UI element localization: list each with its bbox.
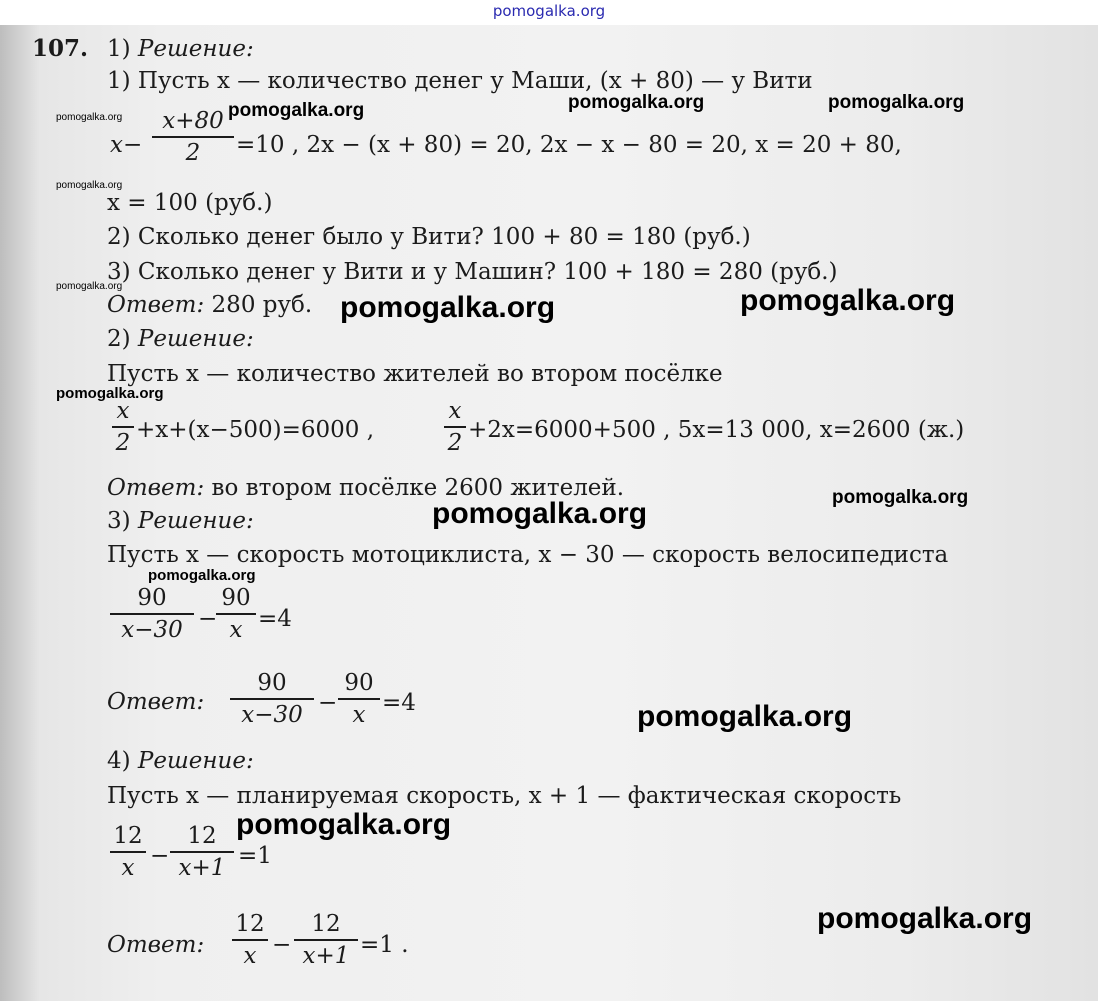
fraction (216, 585, 256, 643)
problem-number: 107. (32, 35, 89, 62)
part1-step3: 3) Сколько денег у Вити и у Машин? 100 + 180 = 280 (руб.) (107, 259, 838, 285)
fraction-denominator: x−30 (241, 702, 303, 728)
part-number: 2) (107, 326, 131, 352)
fraction-denominator: 2 (447, 430, 463, 456)
part3-heading (107, 507, 254, 535)
part3-let: Пусть x — скорость мотоциклиста, x − 30 — скорость велосипедиста (107, 542, 949, 568)
fraction-denominator: x (352, 702, 366, 728)
fraction (110, 585, 194, 643)
watermark: pomogalka.org (828, 92, 965, 113)
equation-line: +2x=6000+500 , 5x=13 000, x=2600 (ж.) (468, 417, 965, 443)
result-line: x = 100 (руб.) (107, 190, 273, 216)
answer-label: Ответ: (107, 689, 205, 715)
fraction-numerator: 12 (311, 911, 341, 937)
watermark: pomogalka.org (228, 100, 365, 121)
watermark: pomogalka.org (740, 284, 956, 317)
part1-heading (107, 35, 254, 63)
fraction-denominator: x+1 (302, 943, 350, 969)
fraction-denominator: 2 (185, 140, 201, 166)
fraction-bar (232, 939, 268, 941)
fraction-numerator: x (116, 398, 130, 424)
minus-sign: − (198, 606, 218, 632)
fraction-numerator: x (448, 398, 462, 424)
fraction-numerator: 12 (235, 911, 265, 937)
fraction (444, 398, 466, 456)
fraction-denominator: x (243, 943, 257, 969)
equation-line: =1 (238, 843, 272, 869)
watermark: pomogalka.org (236, 808, 452, 841)
fraction-bar (230, 698, 314, 700)
fraction-denominator: 2 (115, 430, 131, 456)
fraction-bar (152, 136, 234, 138)
watermark: pomogalka.org (56, 180, 123, 191)
part4-heading (107, 747, 254, 775)
watermark: pomogalka.org (56, 385, 164, 402)
equation-line: =1 . (360, 932, 409, 958)
fraction (170, 823, 234, 881)
fraction-numerator: 12 (187, 823, 217, 849)
eq-prefix: x− (110, 132, 143, 158)
fraction-denominator: x−30 (121, 617, 183, 643)
watermark: pomogalka.org (56, 112, 123, 123)
fraction-bar (110, 851, 146, 853)
part2-let: Пусть x — количество жителей во втором посёлке (107, 361, 723, 387)
fraction-bar (112, 426, 134, 428)
watermark: pomogalka.org (832, 487, 969, 508)
solution-label: Решение: (137, 748, 254, 774)
equation-line: =4 (258, 606, 292, 632)
watermark: pomogalka.org (432, 497, 648, 530)
fraction (152, 108, 234, 166)
part1-step2: 2) Сколько денег было у Вити? 100 + 80 = 180 (руб.) (107, 224, 751, 250)
part2-heading (107, 325, 254, 353)
solution-label: Решение: (137, 36, 254, 62)
fraction (110, 823, 146, 881)
fraction-denominator: x (121, 855, 135, 881)
fraction-bar (338, 698, 380, 700)
textbook-page (0, 25, 1098, 1001)
fraction (230, 670, 314, 728)
fraction-bar (170, 851, 234, 853)
watermark: pomogalka.org (148, 567, 256, 584)
minus-sign: − (150, 843, 170, 869)
fraction-bar (216, 613, 256, 615)
part1-step1: 1) Пусть x — количество денег у Маши, (x + 80) — у Вити (107, 68, 813, 94)
fraction (232, 911, 268, 969)
part-number: 1) (107, 36, 131, 62)
fraction-bar (294, 939, 358, 941)
fraction-bar (444, 426, 466, 428)
watermark: pomogalka.org (568, 92, 705, 113)
part-number: 3) (107, 508, 131, 534)
minus-sign: − (272, 932, 292, 958)
fraction (294, 911, 358, 969)
solution-label: Решение: (137, 326, 254, 352)
solution-label: Решение: (137, 508, 254, 534)
part-number: 4) (107, 748, 131, 774)
equation-line: +x+(x−500)=6000 , (136, 417, 375, 443)
answer-label: Ответ: (107, 292, 205, 318)
site-header-link[interactable]: pomogalka.org (492, 2, 606, 20)
fraction-numerator: 90 (344, 670, 374, 696)
watermark: pomogalka.org (637, 700, 853, 733)
watermark: pomogalka.org (56, 281, 123, 292)
fraction-numerator: 90 (137, 585, 167, 611)
answer-value: 280 руб. (211, 292, 313, 318)
fraction (338, 670, 380, 728)
fraction-denominator: x+1 (178, 855, 226, 881)
fraction-numerator: 90 (221, 585, 251, 611)
fraction (112, 398, 134, 456)
answer-label: Ответ: (107, 932, 205, 958)
fraction-numerator: x+80 (162, 108, 224, 134)
fraction-denominator: x (229, 617, 243, 643)
fraction-numerator: 90 (257, 670, 287, 696)
answer-value: во втором посёлке 2600 жителей. (211, 475, 625, 501)
fraction-bar (110, 613, 194, 615)
equation-line: =4 (382, 690, 416, 716)
fraction-numerator: 12 (113, 823, 143, 849)
watermark: pomogalka.org (340, 291, 556, 324)
minus-sign: − (318, 690, 338, 716)
part4-let: Пусть x — планируемая скорость, x + 1 — фактическая скорость (107, 783, 902, 809)
answer-label: Ответ: (107, 475, 205, 501)
watermark: pomogalka.org (817, 902, 1033, 935)
equation-line: =10 , 2x − (x + 80) = 20, 2x − x − 80 = 20, x = 20 + 80, (236, 132, 902, 158)
answer-line (107, 291, 312, 319)
